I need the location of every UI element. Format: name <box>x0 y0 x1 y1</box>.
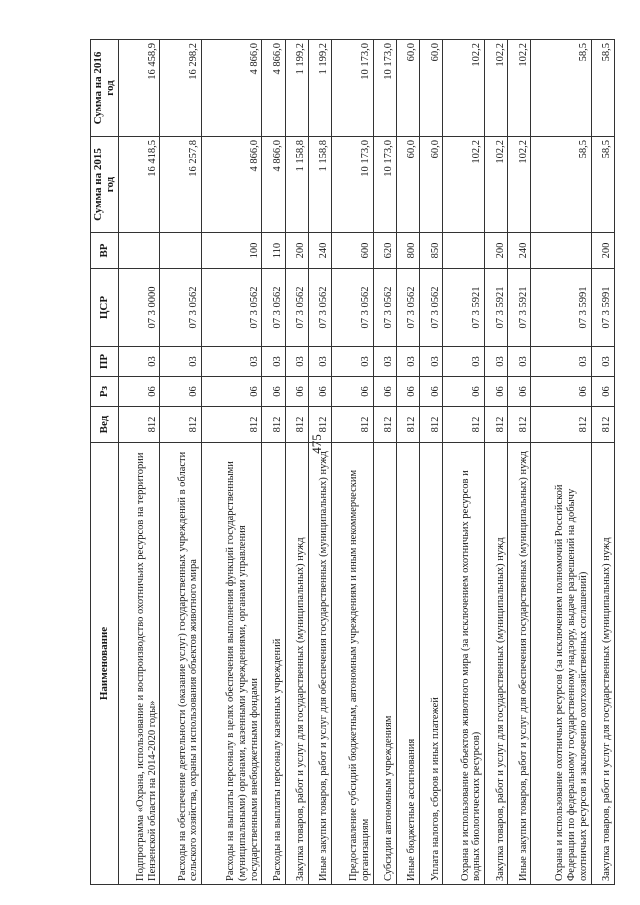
table-row <box>373 40 396 885</box>
table-row <box>531 40 591 885</box>
row-pr: 03 <box>118 347 160 377</box>
row-pr: 03 <box>420 347 443 377</box>
row-name: Расходы на выплаты персоналу казенных учреждений <box>262 443 285 885</box>
row-rz: 06 <box>443 377 485 407</box>
row-ved: 812 <box>485 407 508 443</box>
row-ved: 812 <box>308 407 331 443</box>
row-sum-2016: 60,0 <box>420 40 443 137</box>
table-row <box>118 40 160 885</box>
row-sum-2016: 102,2 <box>443 40 485 137</box>
row-ved: 812 <box>202 407 262 443</box>
row-ved: 812 <box>285 407 308 443</box>
row-pr: 03 <box>591 347 614 377</box>
row-csr: 07 3 0562 <box>396 269 419 347</box>
row-rz: 06 <box>420 377 443 407</box>
row-rz: 06 <box>331 377 373 407</box>
row-sum-2015: 58,5 <box>531 137 591 233</box>
row-sum-2015: 102,2 <box>443 137 485 233</box>
table-row <box>285 40 308 885</box>
row-csr: 07 3 0562 <box>308 269 331 347</box>
row-sum-2015: 16 418,5 <box>118 137 160 233</box>
row-csr: 07 3 0562 <box>331 269 373 347</box>
header-rz: Рз <box>91 377 119 407</box>
row-rz: 06 <box>396 377 419 407</box>
row-pr: 03 <box>285 347 308 377</box>
row-rz: 06 <box>591 377 614 407</box>
row-pr: 03 <box>373 347 396 377</box>
header-csr: ЦСР <box>91 269 119 347</box>
row-vr <box>443 233 485 269</box>
row-name: Иные закупки товаров, работ и услуг для обеспечения государственных (муниципальных) нужд <box>508 443 531 885</box>
row-sum-2016: 60,0 <box>396 40 419 137</box>
row-pr: 03 <box>202 347 262 377</box>
header-ved: Вед <box>91 407 119 443</box>
row-pr: 03 <box>485 347 508 377</box>
row-sum-2015: 10 173,0 <box>373 137 396 233</box>
row-vr: 110 <box>262 233 285 269</box>
row-csr: 07 3 0562 <box>262 269 285 347</box>
header-sum-2015: Сумма на 2015 год <box>91 137 119 233</box>
row-sum-2015: 1 158,8 <box>308 137 331 233</box>
row-ved: 812 <box>443 407 485 443</box>
row-csr: 07 3 5991 <box>591 269 614 347</box>
row-vr <box>531 233 591 269</box>
row-name: Иные закупки товаров, работ и услуг для обеспечения государственных (муниципальных) нужд <box>308 443 331 885</box>
row-rz: 06 <box>508 377 531 407</box>
row-rz: 06 <box>285 377 308 407</box>
row-name: Иные бюджетные ассигнования <box>396 443 419 885</box>
row-sum-2015: 60,0 <box>420 137 443 233</box>
row-pr: 03 <box>331 347 373 377</box>
row-vr: 240 <box>508 233 531 269</box>
row-sum-2016: 10 173,0 <box>331 40 373 137</box>
table-row <box>202 40 262 885</box>
row-csr: 07 3 0000 <box>118 269 160 347</box>
row-pr: 03 <box>443 347 485 377</box>
row-vr <box>160 233 202 269</box>
row-sum-2015: 60,0 <box>396 137 419 233</box>
row-sum-2015: 102,2 <box>508 137 531 233</box>
row-name: Расходы на выплаты персоналу в целях обеспечения выполнения функций государственными (муниципальными) органами, казенными учреждениями, органами управления государственными внебюджетными фондами <box>202 443 262 885</box>
table-header-row <box>91 40 119 885</box>
header-pr: ПР <box>91 347 119 377</box>
table-row <box>485 40 508 885</box>
row-vr: 800 <box>396 233 419 269</box>
table-row <box>443 40 485 885</box>
row-rz: 06 <box>485 377 508 407</box>
row-vr <box>118 233 160 269</box>
row-sum-2015: 58,5 <box>591 137 614 233</box>
row-name: Уплата налогов, сборов и иных платежей <box>420 443 443 885</box>
row-sum-2016: 58,5 <box>591 40 614 137</box>
row-sum-2015: 1 158,8 <box>285 137 308 233</box>
table-row <box>160 40 202 885</box>
row-vr: 100 <box>202 233 262 269</box>
row-vr: 200 <box>485 233 508 269</box>
row-name: Закупка товаров, работ и услуг для государственных (муниципальных) нужд <box>285 443 308 885</box>
row-sum-2016: 102,2 <box>508 40 531 137</box>
row-ved: 812 <box>396 407 419 443</box>
row-vr: 620 <box>373 233 396 269</box>
row-ved: 812 <box>591 407 614 443</box>
row-sum-2015: 102,2 <box>485 137 508 233</box>
row-csr: 07 3 0562 <box>420 269 443 347</box>
row-vr: 850 <box>420 233 443 269</box>
row-rz: 06 <box>262 377 285 407</box>
row-ved: 812 <box>531 407 591 443</box>
row-ved: 812 <box>373 407 396 443</box>
row-sum-2015: 4 866,0 <box>262 137 285 233</box>
row-ved: 812 <box>508 407 531 443</box>
row-name: Расходы на обеспечение деятельности (оказание услуг) государственных учреждений в области сельского хозяйства, охраны и использования объектов животного мира <box>160 443 202 885</box>
row-ved: 812 <box>331 407 373 443</box>
row-name: Подпрограмма «Охрана, использование и воспроизводство охотничьих ресурсов на территории Пензенской области на 2014-2020 годы» <box>118 443 160 885</box>
row-sum-2016: 4 866,0 <box>262 40 285 137</box>
row-pr: 03 <box>396 347 419 377</box>
row-rz: 06 <box>202 377 262 407</box>
row-sum-2016: 102,2 <box>485 40 508 137</box>
row-name: Охрана и использование охотничьих ресурсов (за исключением полномочий Российской Федерации по федеральному государственному надзору, выдаче разрешений на добычу охотничьих ресурсов и заключению охотхозяйственных соглашений) <box>531 443 591 885</box>
row-vr: 200 <box>285 233 308 269</box>
row-pr: 03 <box>160 347 202 377</box>
row-name: Закупка товаров, работ и услуг для государственных (муниципальных) нужд <box>591 443 614 885</box>
table-row <box>308 40 331 885</box>
header-sum-2016: Сумма на 2016 год <box>91 40 119 137</box>
rotated-table-container <box>90 40 615 885</box>
row-sum-2016: 1 199,2 <box>308 40 331 137</box>
row-pr: 03 <box>262 347 285 377</box>
row-name: Предоставление субсидий бюджетным, автономным учреждениям и иным некоммерческим организациям <box>331 443 373 885</box>
table-row <box>396 40 419 885</box>
header-vr: ВР <box>91 233 119 269</box>
row-vr: 600 <box>331 233 373 269</box>
row-csr: 07 3 5991 <box>531 269 591 347</box>
budget-table <box>90 39 615 885</box>
table-row <box>420 40 443 885</box>
row-pr: 03 <box>531 347 591 377</box>
row-sum-2016: 16 458,9 <box>118 40 160 137</box>
row-ved: 812 <box>160 407 202 443</box>
row-rz: 06 <box>531 377 591 407</box>
row-rz: 06 <box>118 377 160 407</box>
row-csr: 07 3 0562 <box>373 269 396 347</box>
row-sum-2016: 1 199,2 <box>285 40 308 137</box>
row-ved: 812 <box>262 407 285 443</box>
row-csr: 07 3 0562 <box>160 269 202 347</box>
row-sum-2016: 10 173,0 <box>373 40 396 137</box>
row-vr: 200 <box>591 233 614 269</box>
table-row <box>591 40 614 885</box>
row-csr: 07 3 0562 <box>202 269 262 347</box>
row-rz: 06 <box>160 377 202 407</box>
row-name: Закупка товаров, работ и услуг для государственных (муниципальных) нужд <box>485 443 508 885</box>
row-ved: 812 <box>420 407 443 443</box>
header-name: Наименование <box>91 443 119 885</box>
row-name: Охрана и использование объектов животного мира (за исключением охотничьих ресурсов и водных биологических ресурсов) <box>443 443 485 885</box>
page-number: 475 <box>308 434 324 454</box>
row-sum-2016: 4 866,0 <box>202 40 262 137</box>
row-sum-2015: 16 257,8 <box>160 137 202 233</box>
table-row <box>262 40 285 885</box>
row-vr: 240 <box>308 233 331 269</box>
row-sum-2015: 4 866,0 <box>202 137 262 233</box>
row-ved: 812 <box>118 407 160 443</box>
row-pr: 03 <box>308 347 331 377</box>
table-row <box>508 40 531 885</box>
row-sum-2016: 58,5 <box>531 40 591 137</box>
row-name: Субсидии автономным учреждениям <box>373 443 396 885</box>
row-csr: 07 3 5921 <box>443 269 485 347</box>
row-csr: 07 3 5921 <box>485 269 508 347</box>
row-sum-2016: 16 298,2 <box>160 40 202 137</box>
row-pr: 03 <box>508 347 531 377</box>
row-rz: 06 <box>373 377 396 407</box>
row-csr: 07 3 0562 <box>285 269 308 347</box>
row-rz: 06 <box>308 377 331 407</box>
row-sum-2015: 10 173,0 <box>331 137 373 233</box>
table-row <box>331 40 373 885</box>
row-csr: 07 3 5921 <box>508 269 531 347</box>
